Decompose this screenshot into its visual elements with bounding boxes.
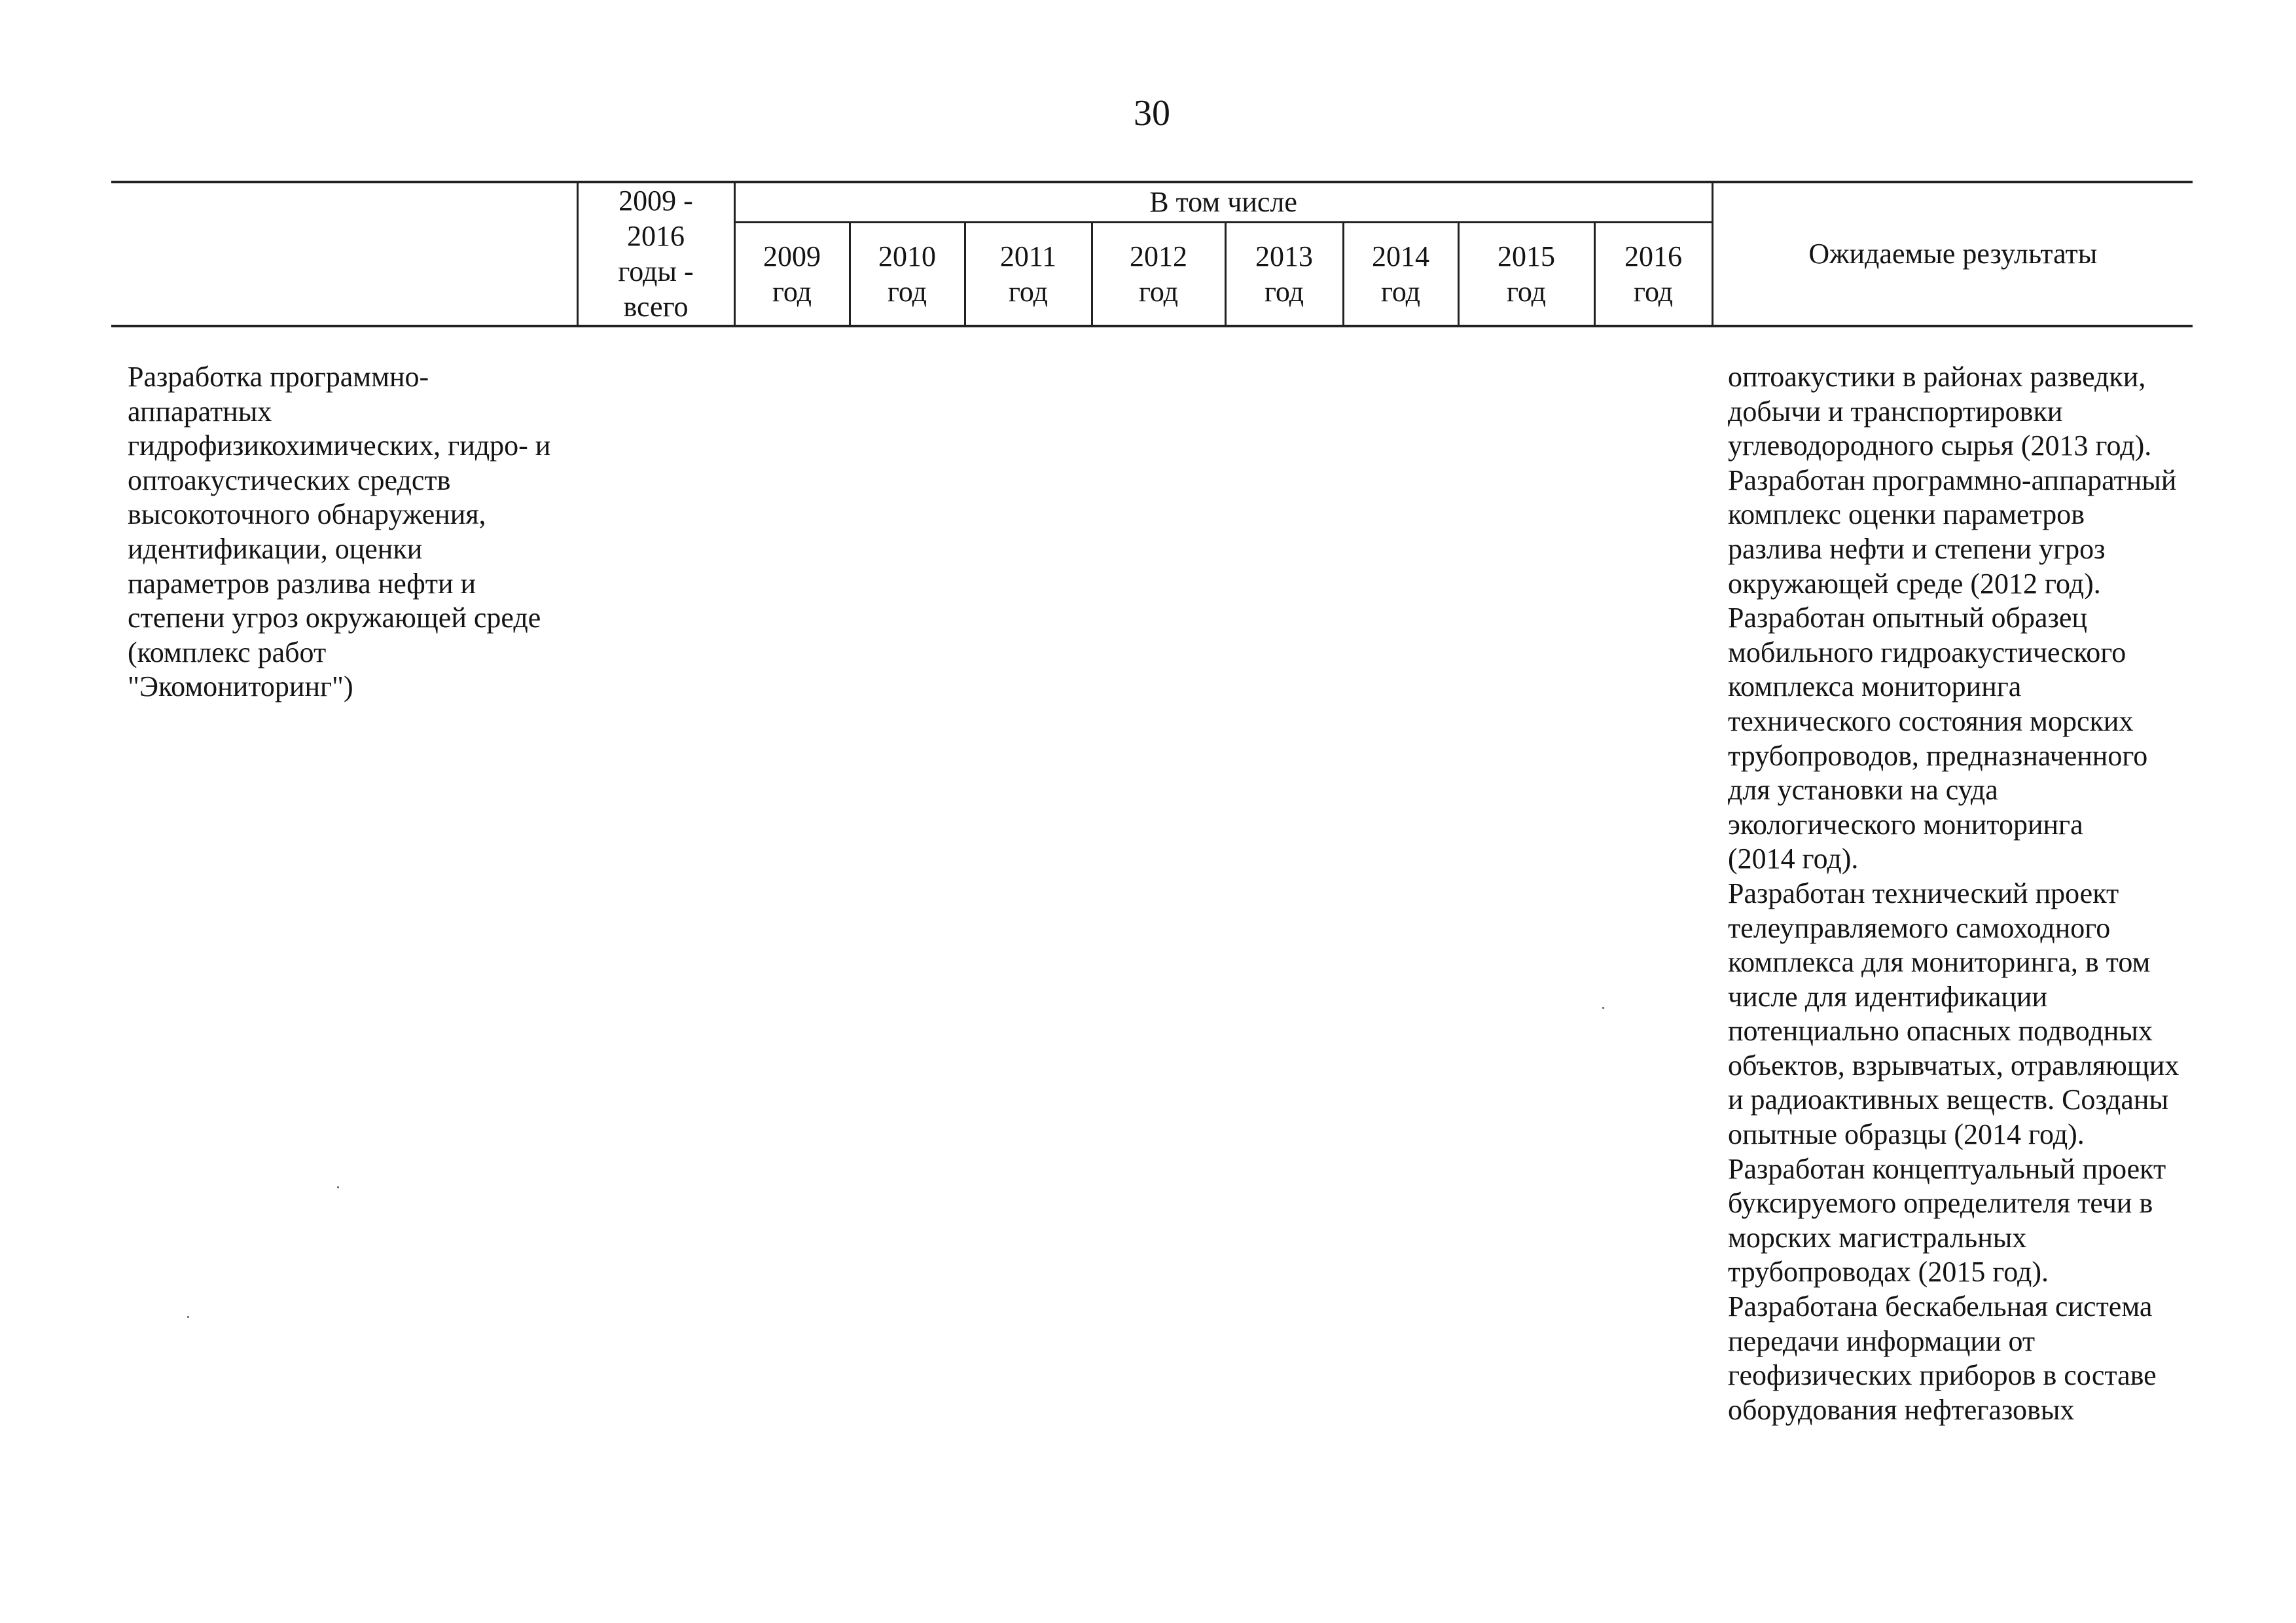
page-number: 30 xyxy=(1134,93,1170,134)
header-results-cell: Ожидаемые результаты xyxy=(1712,182,2193,326)
header-year-2009 xyxy=(734,223,850,327)
header-table xyxy=(111,181,2193,327)
header-name-cell xyxy=(111,182,577,326)
header-year-unit: год xyxy=(1634,275,1674,308)
header-year-2015 xyxy=(1458,223,1594,327)
header-year-unit: год xyxy=(1380,275,1421,308)
header-year: 2011 xyxy=(999,240,1057,272)
header-year: 2013 xyxy=(1255,240,1313,272)
header-year-2011 xyxy=(965,223,1092,327)
expected-results-text: оптоакустики в районах разведки, добычи и транспортировки углеводородного сырья (2013 год). Разработан программно-аппаратный комплекс оценки параметров разлива нефти и степени угроз окружающей среде (2012 год). Разработан опытный образец мобильного гидроакустического комплекса мониторинга технического состояния морских трубопроводов, предназначенного для установки на суда экологического мониторинга (2014 год). Разработан технический проект телеуправляемого самоходного комплекса для мониторинга, в том числе для идентификации потенциально опасных подводных объектов, взрывчатых, отравляющих и радиоактивных веществ. Созданы опытные образцы (2014 год). Разработан концептуальный проект буксируемого определителя течи в морских магистральных трубопроводах (2015 год). Разработана бескабельная система передачи информации от геофизических приборов в составе оборудования нефтегазовых xyxy=(1728,361,2179,1426)
scan-speck xyxy=(1602,1007,1604,1009)
header-year-2013 xyxy=(1225,223,1343,327)
header-total-cell xyxy=(577,182,734,326)
header-total-line: всего xyxy=(623,291,689,323)
header-year: 2016 xyxy=(1624,240,1683,272)
header-year: 2012 xyxy=(1130,240,1187,272)
header-year: 2009 xyxy=(763,240,821,272)
header-year-unit: год xyxy=(1008,275,1049,308)
header-year: 2015 xyxy=(1498,240,1555,272)
header-year-2014 xyxy=(1343,223,1458,327)
header-year-unit: год xyxy=(887,275,927,308)
header-year: 2014 xyxy=(1372,240,1429,272)
header-year-2016 xyxy=(1594,223,1712,327)
header-total-line: годы - xyxy=(618,255,694,287)
header-year-unit: год xyxy=(1264,275,1304,308)
header-year-unit: год xyxy=(1138,275,1179,308)
scan-speck xyxy=(337,1186,339,1188)
header-year-unit: год xyxy=(1506,275,1547,308)
header-total-line: 2009 - xyxy=(619,185,693,217)
scan-speck xyxy=(187,1316,189,1318)
header-year-unit: год xyxy=(772,275,812,308)
measure-description: Разработка программно- аппаратных гидрофизикохимических, гидро- и оптоакустических средств высокоточного обнаружения, идентификации, оценки параметров разлива нефти и степени угроз окружающей среде (комплекс работ "Экомониторинг") xyxy=(128,361,551,703)
header-total-line: 2016 xyxy=(627,220,685,252)
header-year: 2010 xyxy=(878,240,936,272)
header-year-2012 xyxy=(1092,223,1225,327)
header-year-2010 xyxy=(850,223,965,327)
header-group-cell: В том числе xyxy=(734,182,1712,223)
